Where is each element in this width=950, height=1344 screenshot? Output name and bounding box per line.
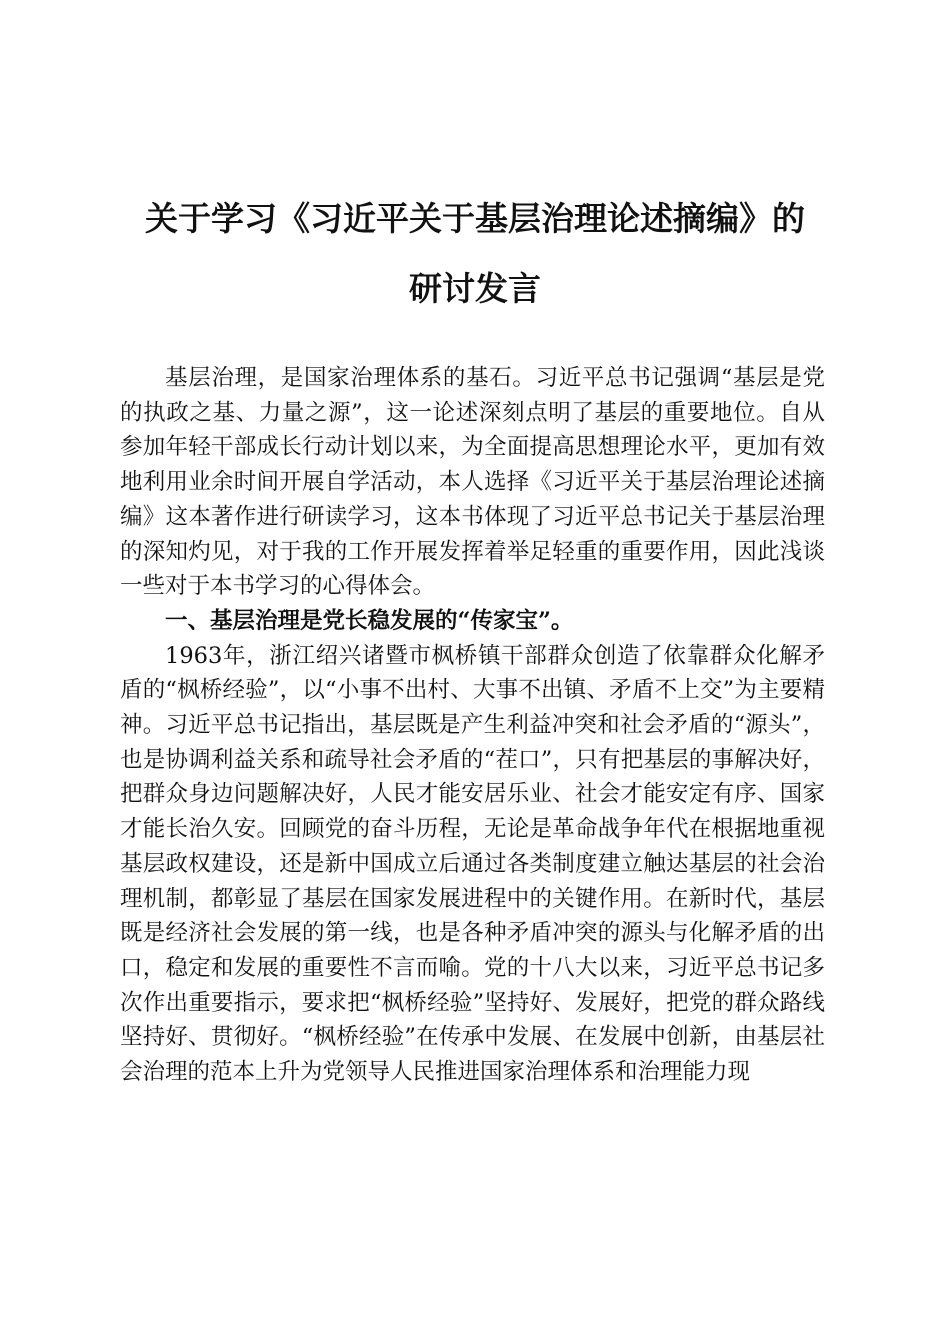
section-heading-1: 一、基层治理是党长稳发展的“传家宝”。: [165, 607, 574, 634]
paragraph-intro: 基层治理，是国家治理体系的基石。习近平总书记强调“基层是党的执政之基、力量之源”，这一论述深刻点明了基层的重要地位。自从参加年轻干部成长行动计划以来，为全面提高思想理论水平，更加有效地利用业余时间开展自学活动，本人选择《习近平关于基层治理论述摘编》这本著作进行研读学习，这本书体现了习近平总书记关于基层治理的深知灼见，对于我的工作开展发挥着举足轻重的重要作用，因此浅谈一些对于本书学习的心得体会。: [120, 365, 825, 600]
document-title-line-2: 研讨发言: [409, 269, 541, 308]
paragraph-section-1: 1963年，浙江绍兴诸暨市枫桥镇干部群众创造了依靠群众化解矛盾的“枫桥经验”，以“小事不出村、大事不出镇、矛盾不上交”为主要精神。习近平总书记指出，基层既是产生利益冲突和社会矛盾的“源头”，也是协调利益关系和疏导社会矛盾的“茬口”，只有把基层的事解决好，把群众身边问题解决好，人民才能安居乐业、社会才能安定有序、国家才能长治久安。回顾党的奋斗历程，无论是革命战争年代在根据地重视基层政权建设，还是新中国成立后通过各类制度建立触达基层的社会治理机制，都彰显了基层在国家发展进程中的关键作用。在新时代，基层既是经济社会发展的第一线，也是各种矛盾冲突的源头与化解矛盾的出口，稳定和发展的重要性不言而喻。党的十八大以来，习近平总书记多次作出重要指示，要求把“枫桥经验”坚持好、发展好，把党的群众路线坚持好、贯彻好。“枫桥经验”在传承中发展、在发展中创新，由基层社会治理的范本上升为党领导人民推进国家治理体系和治理能力现: [120, 642, 825, 1086]
document-title-line-1: 关于学习《习近平关于基层治理论述摘编》的: [145, 199, 805, 238]
document-body: [120, 361, 825, 1090]
